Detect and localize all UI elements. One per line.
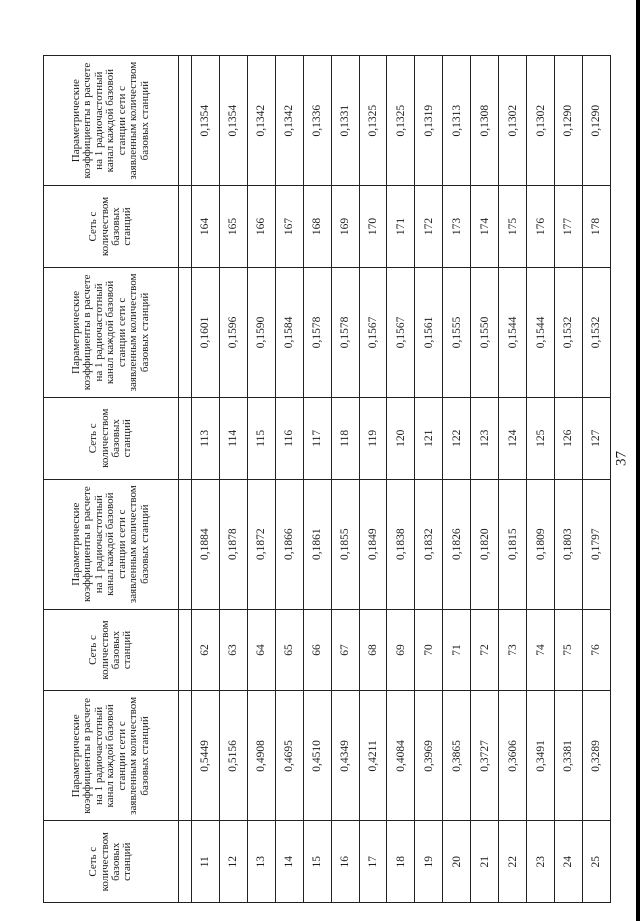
coefficient-cell: 0,4510 — [303, 691, 331, 821]
station-count-cell: 176 — [527, 186, 555, 268]
coefficient-cell: 0,1861 — [303, 479, 331, 609]
header-coefficient-2: Параметрические коэффициенты в расчете на 1 радиочастотный канал каждой базовой станции сети с заявленным количеством базовых станций — [44, 479, 179, 609]
header-coefficient-3: Параметрические коэффициенты в расчете на 1 радиочастотный канал каждой базовой станции сети с заявленным количеством базовых станций — [44, 267, 179, 397]
station-count-cell: 116 — [275, 398, 303, 480]
page-number: 37 — [613, 451, 630, 466]
station-count-cell: 172 — [415, 186, 443, 268]
table-row — [303, 56, 331, 903]
coefficient-cell: 0,4695 — [275, 691, 303, 821]
station-count-cell: 67 — [331, 609, 359, 691]
coefficient-cell: 0,1596 — [219, 267, 247, 397]
station-count-cell: 74 — [527, 609, 555, 691]
coefficient-cell: 0,4908 — [247, 691, 275, 821]
station-count-cell: 120 — [387, 398, 415, 480]
table-row — [554, 56, 582, 903]
scan-edge-shadow — [636, 0, 640, 921]
station-count-cell: 68 — [359, 609, 387, 691]
station-count-cell: 76 — [582, 609, 610, 691]
spacer-cell — [179, 56, 192, 186]
station-count-cell: 165 — [219, 186, 247, 268]
station-count-cell: 177 — [554, 186, 582, 268]
table-row — [275, 56, 303, 903]
station-count-cell: 72 — [471, 609, 499, 691]
coefficient-cell: 0,1302 — [499, 56, 527, 186]
table-row — [415, 56, 443, 903]
station-count-cell: 23 — [527, 821, 555, 903]
spacer-cell — [179, 398, 192, 480]
coefficient-cell: 0,1290 — [582, 56, 610, 186]
station-count-cell: 12 — [219, 821, 247, 903]
coefficient-cell: 0,1866 — [275, 479, 303, 609]
coefficient-cell: 0,1331 — [331, 56, 359, 186]
coefficient-cell: 0,1872 — [247, 479, 275, 609]
coefficient-cell: 0,1544 — [499, 267, 527, 397]
coefficient-cell: 0,1855 — [331, 479, 359, 609]
coefficient-cell: 0,5156 — [219, 691, 247, 821]
coefficient-cell: 0,1354 — [219, 56, 247, 186]
coefficients-table — [43, 55, 611, 903]
coefficient-cell: 0,1878 — [219, 479, 247, 609]
header-network-count-4: Сеть с количеством базовых станций — [44, 186, 179, 268]
station-count-cell: 170 — [359, 186, 387, 268]
spacer-cell — [179, 691, 192, 821]
station-count-cell: 166 — [247, 186, 275, 268]
coefficient-cell: 0,1797 — [582, 479, 610, 609]
station-count-cell: 22 — [499, 821, 527, 903]
coefficient-cell: 0,1820 — [471, 479, 499, 609]
header-coefficient-4: Параметрические коэффициенты в расчете на 1 радиочастотный канал каждой базовой станции сети с заявленным количеством базовых станций — [44, 56, 179, 186]
coefficient-cell: 0,3381 — [554, 691, 582, 821]
coefficient-cell: 0,1325 — [359, 56, 387, 186]
station-count-cell: 164 — [192, 186, 220, 268]
station-count-cell: 173 — [443, 186, 471, 268]
station-count-cell: 14 — [275, 821, 303, 903]
coefficient-cell: 0,1308 — [471, 56, 499, 186]
coefficient-cell: 0,1302 — [527, 56, 555, 186]
station-count-cell: 174 — [471, 186, 499, 268]
spacer-cell — [179, 186, 192, 268]
coefficient-cell: 0,1884 — [192, 479, 220, 609]
table-row — [219, 56, 247, 903]
station-count-cell: 126 — [554, 398, 582, 480]
coefficient-cell: 0,1550 — [471, 267, 499, 397]
station-count-cell: 13 — [247, 821, 275, 903]
coefficient-cell: 0,1532 — [582, 267, 610, 397]
table-row — [582, 56, 610, 903]
coefficient-cell: 0,3865 — [443, 691, 471, 821]
station-count-cell: 19 — [415, 821, 443, 903]
coefficient-cell: 0,1803 — [554, 479, 582, 609]
coefficient-cell: 0,1325 — [387, 56, 415, 186]
coefficient-cell: 0,3727 — [471, 691, 499, 821]
station-count-cell: 127 — [582, 398, 610, 480]
coefficient-cell: 0,1584 — [275, 267, 303, 397]
coefficient-cell: 0,1849 — [359, 479, 387, 609]
station-count-cell: 18 — [387, 821, 415, 903]
coefficient-cell: 0,3606 — [499, 691, 527, 821]
spacer-cell — [179, 609, 192, 691]
spacer-cell — [179, 479, 192, 609]
station-count-cell: 124 — [499, 398, 527, 480]
header-coefficient-1: Параметрические коэффициенты в расчете на 1 радиочастотный канал каждой базовой станции сети с заявленным количеством базовых станций — [44, 691, 179, 821]
station-count-cell: 64 — [247, 609, 275, 691]
station-count-cell: 75 — [554, 609, 582, 691]
coefficient-cell: 0,1578 — [331, 267, 359, 397]
header-network-count-1: Сеть с количеством базовых станций — [44, 821, 179, 903]
table-row — [527, 56, 555, 903]
station-count-cell: 16 — [331, 821, 359, 903]
station-count-cell: 63 — [219, 609, 247, 691]
station-count-cell: 123 — [471, 398, 499, 480]
coefficient-cell: 0,1826 — [443, 479, 471, 609]
station-count-cell: 178 — [582, 186, 610, 268]
station-count-cell: 69 — [387, 609, 415, 691]
coefficient-cell: 0,1601 — [192, 267, 220, 397]
header-spacer-row — [179, 56, 192, 903]
station-count-cell: 121 — [415, 398, 443, 480]
station-count-cell: 70 — [415, 609, 443, 691]
station-count-cell: 122 — [443, 398, 471, 480]
coefficient-cell: 0,5449 — [192, 691, 220, 821]
spacer-cell — [179, 821, 192, 903]
coefficient-cell: 0,4211 — [359, 691, 387, 821]
coefficient-cell: 0,3969 — [415, 691, 443, 821]
station-count-cell: 171 — [387, 186, 415, 268]
coefficient-cell: 0,1544 — [527, 267, 555, 397]
coefficient-cell: 0,3491 — [527, 691, 555, 821]
station-count-cell: 118 — [331, 398, 359, 480]
station-count-cell: 115 — [247, 398, 275, 480]
station-count-cell: 119 — [359, 398, 387, 480]
table-row — [443, 56, 471, 903]
coefficient-cell: 0,1319 — [415, 56, 443, 186]
station-count-cell: 25 — [582, 821, 610, 903]
station-count-cell: 125 — [527, 398, 555, 480]
station-count-cell: 24 — [554, 821, 582, 903]
table-body — [192, 56, 611, 903]
station-count-cell: 168 — [303, 186, 331, 268]
station-count-cell: 73 — [499, 609, 527, 691]
station-count-cell: 169 — [331, 186, 359, 268]
coefficient-cell: 0,1590 — [247, 267, 275, 397]
table-row — [499, 56, 527, 903]
station-count-cell: 113 — [192, 398, 220, 480]
station-count-cell: 15 — [303, 821, 331, 903]
coefficient-cell: 0,1815 — [499, 479, 527, 609]
table-row — [387, 56, 415, 903]
coefficient-cell: 0,1342 — [275, 56, 303, 186]
coefficient-cell: 0,1342 — [247, 56, 275, 186]
table-row — [471, 56, 499, 903]
table-header-row — [44, 56, 179, 903]
rotated-table-container — [43, 55, 611, 903]
station-count-cell: 167 — [275, 186, 303, 268]
table-row — [359, 56, 387, 903]
station-count-cell: 175 — [499, 186, 527, 268]
station-count-cell: 66 — [303, 609, 331, 691]
station-count-cell: 114 — [219, 398, 247, 480]
station-count-cell: 117 — [303, 398, 331, 480]
coefficient-cell: 0,1354 — [192, 56, 220, 186]
coefficient-cell: 0,4084 — [387, 691, 415, 821]
station-count-cell: 11 — [192, 821, 220, 903]
coefficient-cell: 0,1555 — [443, 267, 471, 397]
coefficient-cell: 0,3289 — [582, 691, 610, 821]
coefficient-cell: 0,1532 — [554, 267, 582, 397]
station-count-cell: 17 — [359, 821, 387, 903]
coefficient-cell: 0,1313 — [443, 56, 471, 186]
station-count-cell: 71 — [443, 609, 471, 691]
coefficient-cell: 0,1336 — [303, 56, 331, 186]
coefficient-cell: 0,1832 — [415, 479, 443, 609]
coefficient-cell: 0,1809 — [527, 479, 555, 609]
table-row — [247, 56, 275, 903]
coefficient-cell: 0,1838 — [387, 479, 415, 609]
station-count-cell: 21 — [471, 821, 499, 903]
station-count-cell: 62 — [192, 609, 220, 691]
coefficient-cell: 0,1567 — [359, 267, 387, 397]
table-row — [331, 56, 359, 903]
spacer-cell — [179, 267, 192, 397]
header-network-count-2: Сеть с количеством базовых станций — [44, 609, 179, 691]
header-network-count-3: Сеть с количеством базовых станций — [44, 398, 179, 480]
table-row — [192, 56, 220, 903]
coefficient-cell: 0,4349 — [331, 691, 359, 821]
station-count-cell: 20 — [443, 821, 471, 903]
coefficient-cell: 0,1561 — [415, 267, 443, 397]
coefficient-cell: 0,1578 — [303, 267, 331, 397]
coefficient-cell: 0,1290 — [554, 56, 582, 186]
station-count-cell: 65 — [275, 609, 303, 691]
coefficient-cell: 0,1567 — [387, 267, 415, 397]
